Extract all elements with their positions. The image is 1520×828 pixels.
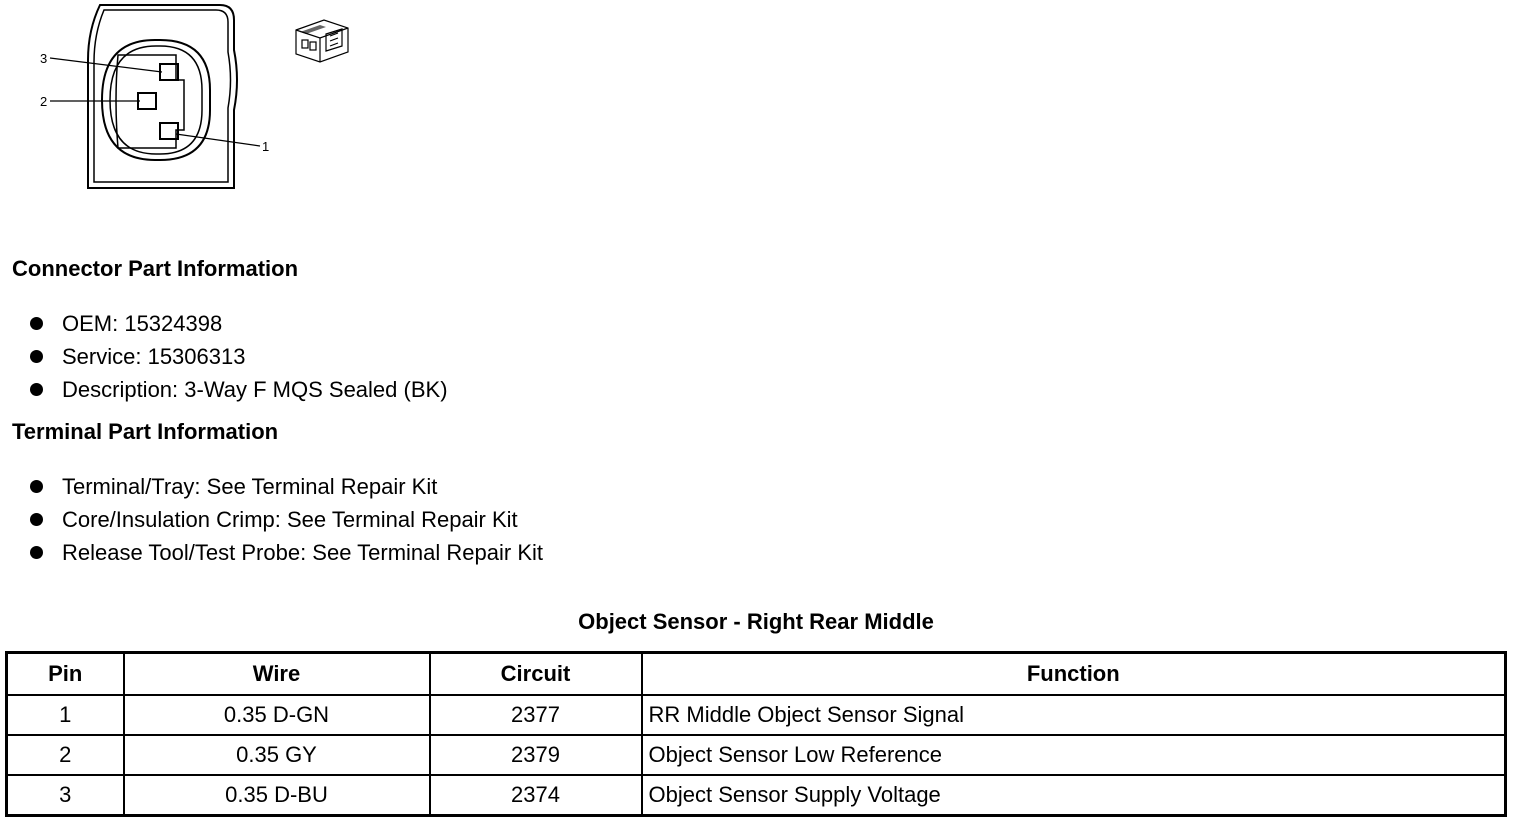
list-item: [0, 470, 543, 503]
column-header-wire: Wire: [124, 653, 430, 696]
pin-cell: 1: [7, 695, 124, 735]
pin-label-3: 3: [40, 51, 48, 66]
terminal-info-heading: Terminal Part Information: [12, 419, 279, 444]
list-item: [0, 340, 448, 373]
function-cell: RR Middle Object Sensor Signal: [642, 695, 1506, 735]
list-item: [0, 373, 448, 406]
wire-cell: 0.35 D-GN: [124, 695, 430, 735]
table-row: [7, 775, 1506, 816]
circuit-cell: 2379: [430, 735, 642, 775]
function-cell: Object Sensor Low Reference: [642, 735, 1506, 775]
bullet-icon: [30, 480, 43, 493]
pin-cell: 2: [7, 735, 124, 775]
connector-face-diagram: [30, 0, 290, 200]
table-title: Object Sensor - Right Rear Middle: [578, 609, 934, 634]
table-row: [7, 695, 1506, 735]
connector-info-heading: Connector Part Information: [12, 256, 299, 281]
bullet-icon: [30, 350, 43, 363]
pin-cell: 3: [7, 775, 124, 816]
bullet-icon: [30, 513, 43, 526]
table-header-row: [7, 653, 1506, 696]
column-header-function: Function: [642, 653, 1506, 696]
list-item-text: Core/Insulation Crimp: See Terminal Repair Kit: [62, 507, 518, 532]
bullet-icon: [30, 317, 43, 330]
bullet-icon: [30, 546, 43, 559]
column-header-pin: Pin: [7, 653, 124, 696]
circuit-cell: 2377: [430, 695, 642, 735]
list-item-text: Service: 15306313: [62, 344, 246, 369]
list-item: [0, 503, 543, 536]
wire-cell: 0.35 D-BU: [124, 775, 430, 816]
pin-label-2: 2: [40, 94, 48, 109]
list-item-text: Release Tool/Test Probe: See Terminal Repair Kit: [62, 540, 543, 565]
table-row: [7, 735, 1506, 775]
list-item-text: Description: 3-Way F MQS Sealed (BK): [62, 377, 448, 402]
list-item-text: OEM: 15324398: [62, 311, 223, 336]
connector-isometric-icon: [290, 12, 354, 66]
terminal-info-list: [0, 470, 543, 569]
list-item: [0, 536, 543, 569]
circuit-cell: 2374: [430, 775, 642, 816]
pin-label-1: 1: [262, 139, 270, 154]
wire-cell: 0.35 GY: [124, 735, 430, 775]
list-item: [0, 307, 448, 340]
pinout-table: [5, 651, 1507, 817]
bullet-icon: [30, 383, 43, 396]
connector-info-list: [0, 307, 448, 406]
function-cell: Object Sensor Supply Voltage: [642, 775, 1506, 816]
column-header-circuit: Circuit: [430, 653, 642, 696]
list-item-text: Terminal/Tray: See Terminal Repair Kit: [62, 474, 438, 499]
